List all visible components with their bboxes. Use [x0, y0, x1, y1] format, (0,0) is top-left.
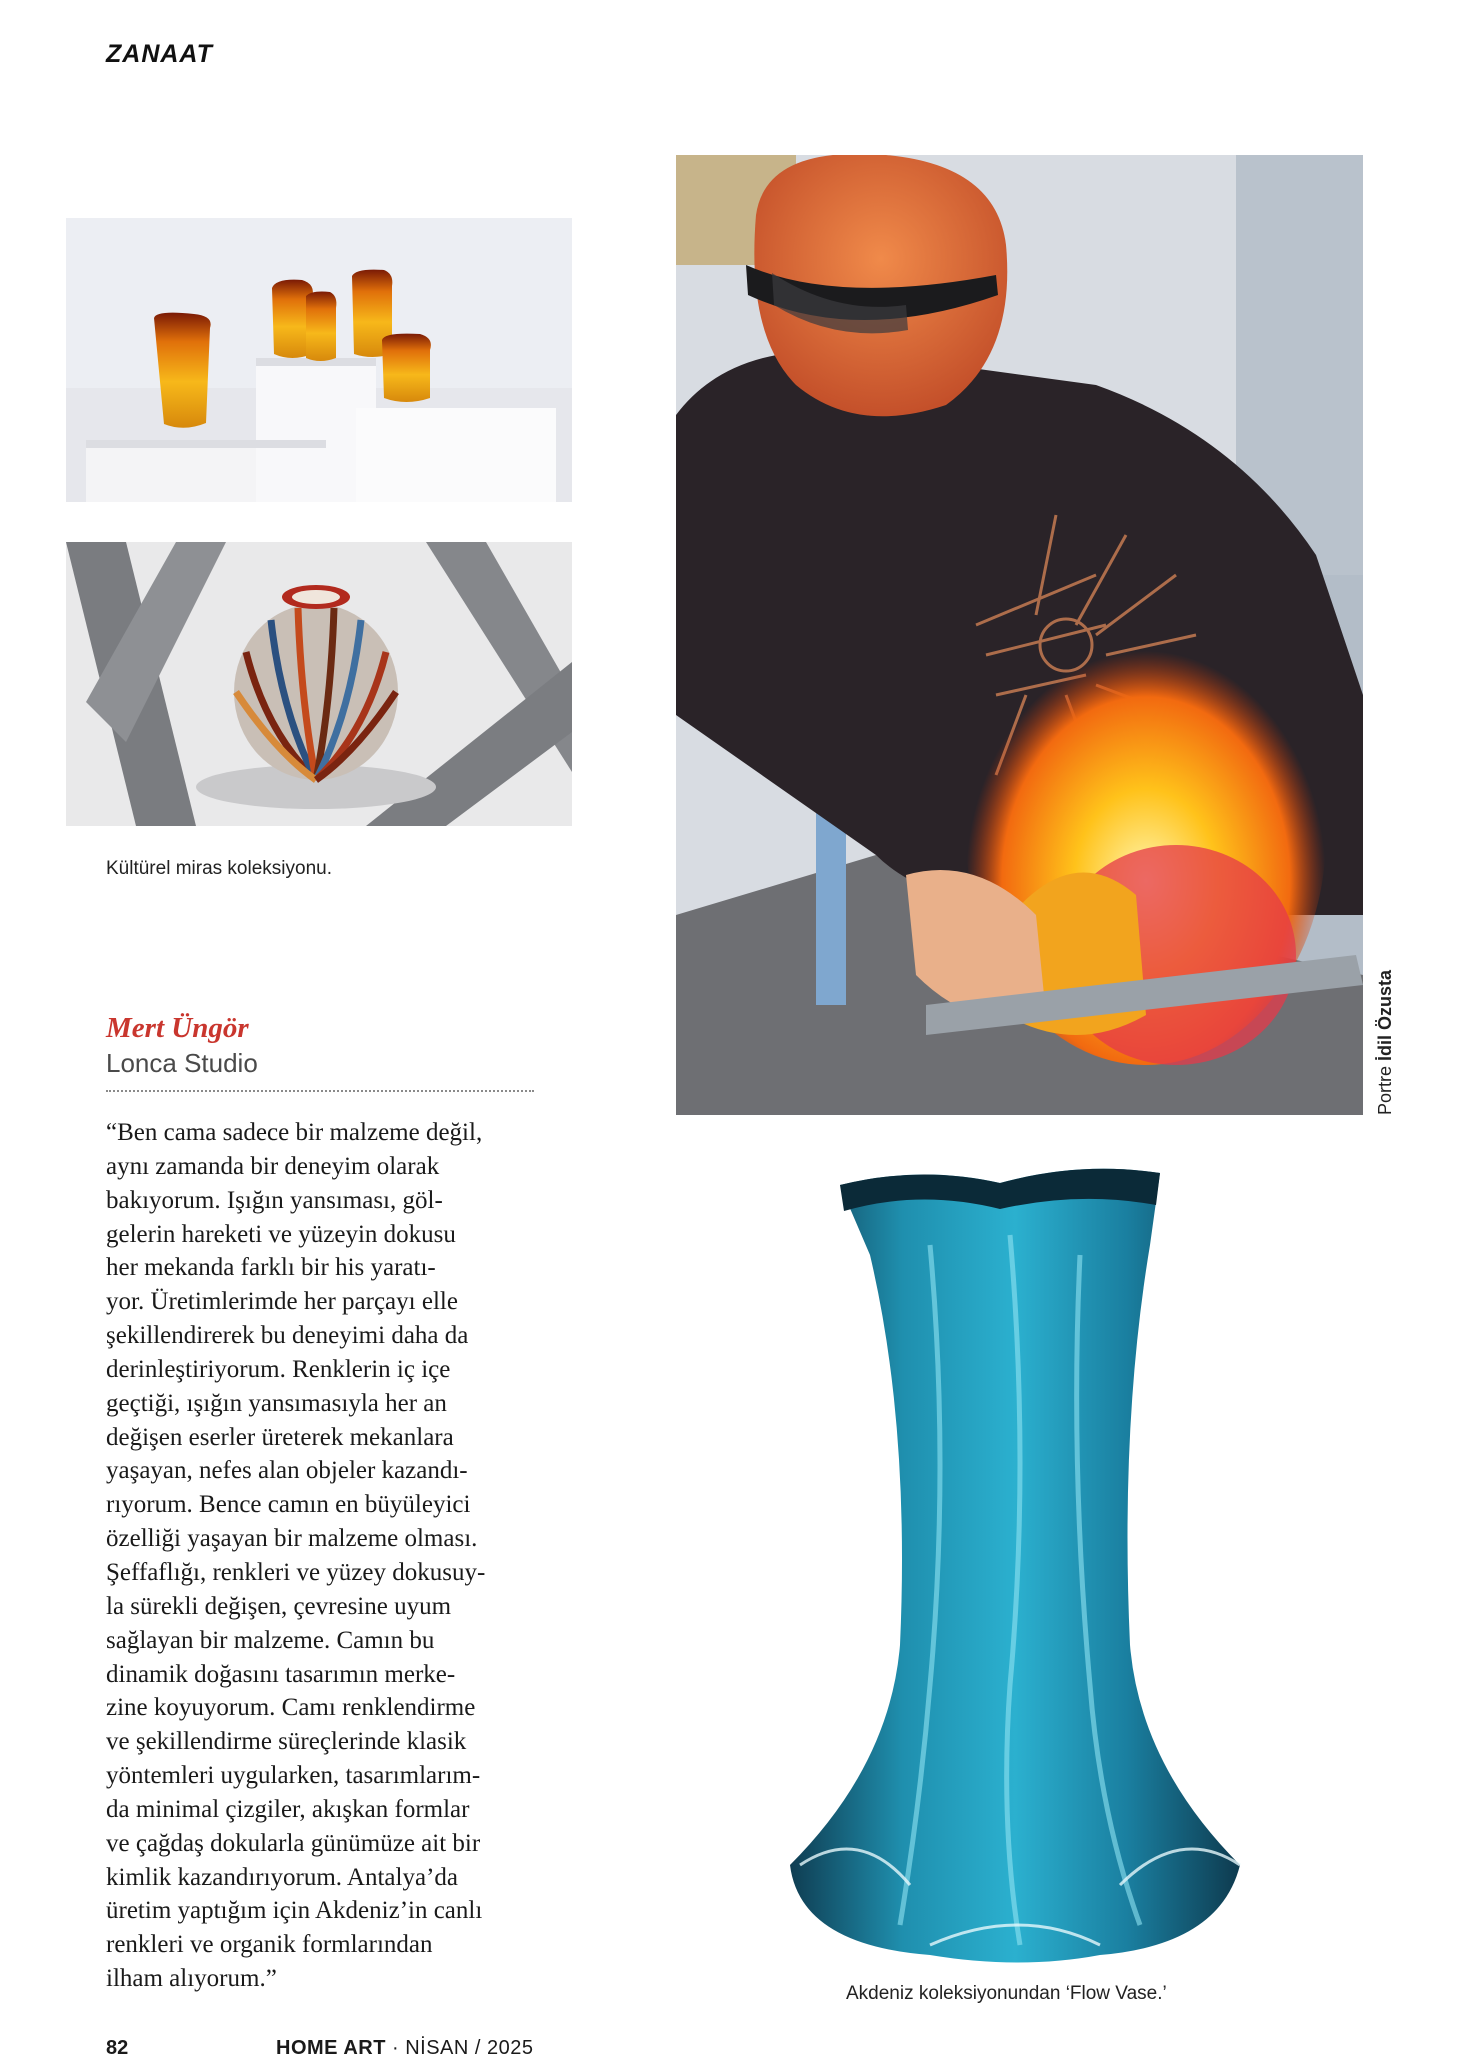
issue-date: NİSAN / 2025	[405, 2037, 534, 2059]
photo-credit	[1375, 970, 1396, 1115]
credit-label: Portre	[1375, 1065, 1395, 1115]
photo-artisan-glassblowing	[676, 155, 1363, 1115]
page-number: 82	[106, 2037, 129, 2059]
magazine-name: HOME ART	[276, 2037, 386, 2059]
studio-name: Lonca Studio	[106, 1048, 258, 1078]
photo-amber-glass-jars	[66, 218, 572, 502]
folio-separator: ·	[391, 2037, 400, 2059]
caption-cultural-heritage: Kültürel miras koleksiyonu.	[106, 858, 332, 879]
caption-flow-vase: Akdeniz koleksiyonundan ‘Flow Vase.’	[846, 1983, 1167, 2004]
magazine-folio	[276, 2037, 534, 2060]
photo-striped-glass-bowl	[66, 542, 572, 826]
artist-quote: “Ben cama sadece bir malzeme değil, aynı zamanda bir deneyim olarak bakıyorum. Işığın yansıması, göl- gelerin hareketi ve yüzeyin dokusu her mekanda farklı bir his yaratı- yor. Üretimlerimde her parçayı elle şekillendirerek bu deneyimi daha da derinleştiriyorum. Renklerin iç içe geçtiği, ışığın yansımasıyla her an değişen eserler üreterek mekanlara yaşayan, nefes alan objeler kazandı- rıyorum. Bence camın en büyüleyici özelliği yaşayan bir malzeme olması. Şeffaflığı, renkleri ve yüzey dokusuy- la sürekli değişen, çevresine uyum sağlayan bir malzeme. Camın bu dinamik doğasını tasarımın merke- zine koyuyorum. Camı renklendirme ve şekillendirme süreçlerinde klasik yöntemleri uygularken, tasarımlarım- da minimal çizgiler, akışkan formlar ve çağdaş dokularla günümüze ait bir kimlik kazandırıyorum. Antalya’da üretim yaptığım için Akdeniz’in canlı renkleri ve organik formlarından ilham alıyorum.”	[106, 1119, 486, 1993]
author-name: Mert Üngör	[106, 1012, 249, 1044]
section-label: ZANAAT	[106, 40, 213, 68]
photo-flow-vase	[780, 1165, 1260, 1970]
dotted-divider	[106, 1090, 534, 1092]
credit-photographer: İdil Özusta	[1375, 969, 1395, 1061]
